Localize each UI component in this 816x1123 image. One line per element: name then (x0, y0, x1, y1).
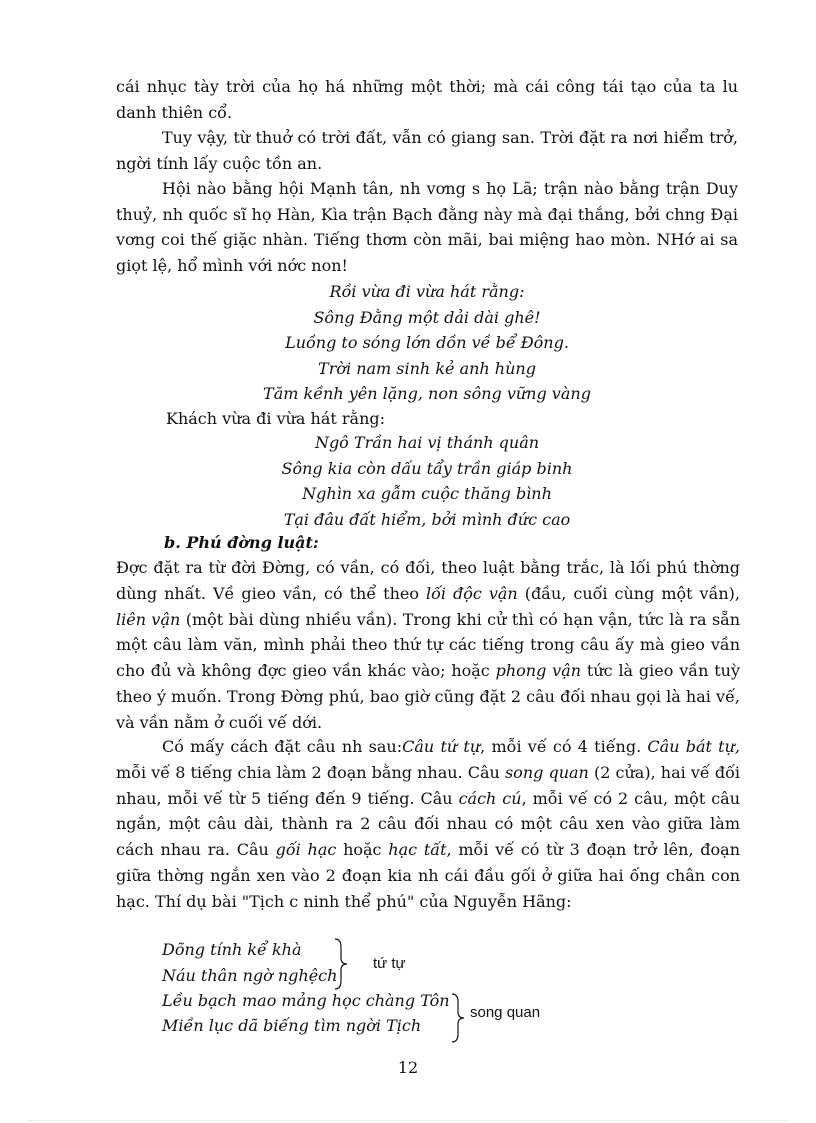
example-line: Lều bạch mao mảng học chàng Tôn (162, 991, 450, 1010)
curly-brace-icon (451, 993, 465, 1043)
verse-line: Nghìn xa gẫm cuộc thăng bình (302, 484, 552, 503)
curly-brace-icon (334, 938, 348, 990)
example-line: Dõng tính kể khà (162, 940, 302, 959)
paragraph-continued: cái nhục tày trời của họ há những một thời; mà cái công tái tạo của ta lu danh thiên cổ. (116, 77, 738, 122)
example-line: Náu thân ngờ nghệch (162, 966, 338, 985)
verse-intro: Rồi vừa đi vừa hát rằng: (329, 282, 525, 301)
verse-block-1 (116, 279, 738, 407)
paragraph-hoi-nao: Hội nào bằng hội Mạnh tân, nh vơng s họ Lã; trận nào bằng trận Duy thuỷ, nh quốc sĩ họ Hàn, Kìa trận Bạch đằng này mà đại thắng, bởi chng Đại vơng coi thế giặc nhàn. Tiếng thơm còn mãi, bai miệng hao mòn. NHớ ai sa giọt lệ, hổ mình với nớc non! (116, 179, 738, 275)
verse-line: Trời nam sinh kẻ anh hùng (318, 358, 536, 378)
verse-line: Ngô Trần hai vị thánh quân (314, 433, 540, 452)
verse-line: Luồng to sóng lớn dồn về bể Đông. (285, 333, 569, 352)
page-number: 12 (397, 1058, 419, 1077)
paragraph-tuy-vay: Tuy vậy, từ thuở có trời đất, vẫn có giang san. Trời đặt ra nơi hiểm trở, ngời tính lấy cuộc tồn an. (116, 128, 738, 173)
verse-intro-khach: Khách vừa đi vừa hát rằng: (166, 409, 386, 428)
verse-line: Sông Đằng một dải dài ghê! (313, 307, 541, 327)
paragraph-phu-duong-luat: Đợc đặt ra từ đời Đờng, có vần, có đối, theo luật bằng trắc, là lối phú thờng dùng nhất. Về gieo vần, có thể theo lối độc vận (đầu, cuối cùng một vần), liên vận (một bài dùng nhiều vần). Trong khi cử thì có hạn vận, tức là ra sẵn một câu làm văn, mình phải theo thứ tự các tiếng trong câu ấy mà gieo vần cho đủ và không đợc gieo vần khác vào; hoặc phong vận tức là gieo vần tuỳ theo ý muốn. Trong Đờng phú, bao giờ cũng đặt 2 câu đối nhau gọi là hai vế, và vần nằm ở cuối vế dới. (116, 558, 741, 732)
verse-line: Sông kia còn dấu tẩy trần giáp binh (281, 458, 573, 478)
verse-line: Tăm kềnh yên lặng, non sông vững vàng (263, 384, 591, 403)
verse-block-2 (116, 430, 738, 532)
label-song-quan: song quan (470, 1004, 541, 1021)
paragraph-cach-dat-cau: Có mấy cách đặt câu nh sau:Câu tứ tự, mỗi vế có 4 tiếng. Câu bát tự, mỗi vế 8 tiếng chia làm 2 đoạn bằng nhau. Câu song quan (2 cửa), hai vế đối nhau, mỗi vế từ 5 tiếng đến 9 tiếng. Câu cách cú, mỗi vế có 2 câu, một câu ngắn, một câu dài, thành ra 2 câu đối nhau có một câu xen vào giữa làm cách nhau ra. Câu gối hạc hoặc hạc tất, mỗi vế có từ 3 đoạn trở lên, đoạn giữa thờng ngắn xen vào 2 đoạn kia nh cái đầu gối ở giữa hai ống chân con hạc. Thí dụ bài "Tịch c ninh thể phú" của Nguyễn Hãng: (116, 737, 741, 911)
section-heading-b: b. Phú đờng luật: (164, 533, 319, 552)
page-bottom-divider (28, 1120, 788, 1121)
verse-line: Tại đâu đất hiểm, bởi mình đức cao (283, 509, 571, 529)
example-line: Miền lục dã biếng tìm ngời Tịch (162, 1016, 422, 1035)
label-tu-tu: tứ tự (373, 955, 406, 972)
